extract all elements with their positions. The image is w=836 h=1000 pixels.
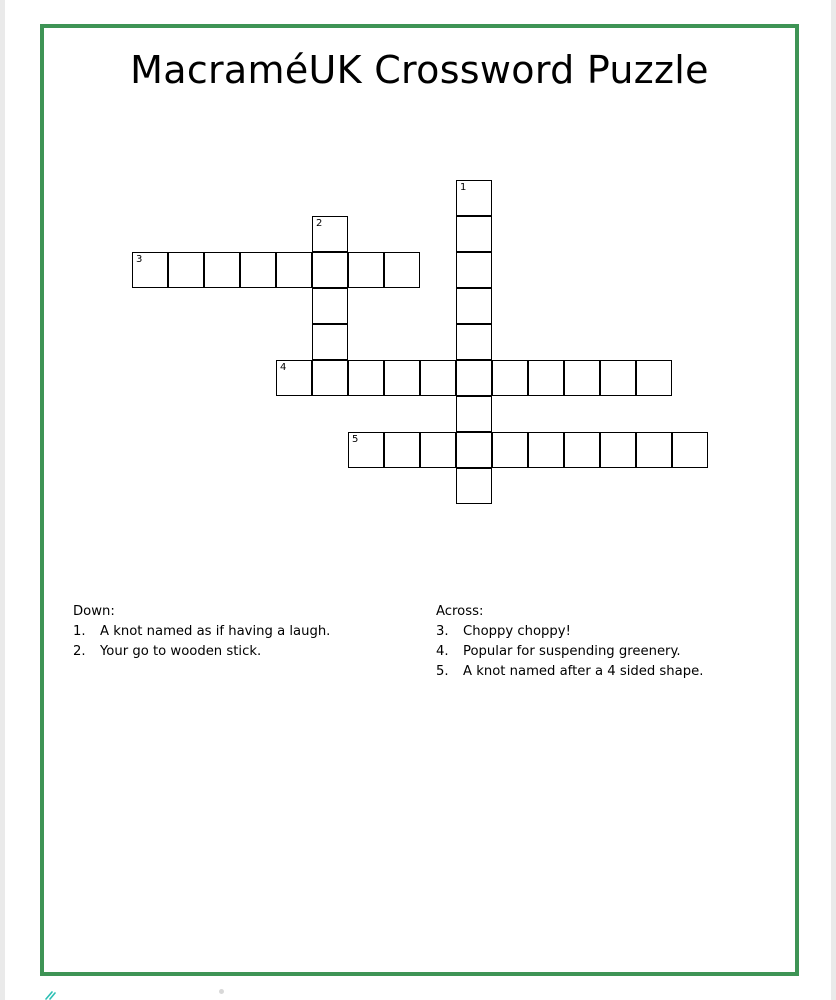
page-edge-left — [0, 0, 5, 1000]
grid-cell-2-down-3[interactable] — [312, 288, 348, 324]
page-edge-right — [831, 0, 836, 1000]
grid-cell-5-across-10[interactable] — [672, 432, 708, 468]
grid-cell-5-across-7[interactable] — [564, 432, 600, 468]
clue-item-text: Choppy choppy! — [463, 624, 571, 639]
clue-item-text: A knot named after a 4 sided shape. — [463, 664, 704, 679]
grid-cell-4-across-3[interactable] — [348, 360, 384, 396]
grid-cell-5-across-4[interactable] — [456, 432, 492, 468]
down-clue-1 — [73, 622, 330, 642]
clue-item-text: Your go to wooden stick. — [100, 644, 262, 659]
grid-cell-4-across-1[interactable] — [276, 360, 312, 396]
across-clue-4 — [436, 642, 703, 662]
clue-item-text: A knot named as if having a laugh. — [100, 624, 331, 639]
grid-cell-5-across-3[interactable] — [420, 432, 456, 468]
grid-cell-1-down-5[interactable] — [456, 324, 492, 360]
across-clue-5 — [436, 662, 703, 682]
across-clue-3 — [436, 622, 703, 642]
across-clues — [436, 602, 703, 682]
crossword-grid — [44, 28, 795, 528]
grid-cell-5-across-2[interactable] — [384, 432, 420, 468]
grid-cell-3-across-5[interactable] — [276, 252, 312, 288]
page-indicator-dot — [219, 989, 224, 994]
grid-cell-4-across-6[interactable] — [456, 360, 492, 396]
clue-item-number: 3. — [436, 624, 449, 639]
grid-cell-1-down-3[interactable] — [456, 252, 492, 288]
grid-cell-3-across-7[interactable] — [348, 252, 384, 288]
grid-cell-5-across-8[interactable] — [600, 432, 636, 468]
clue-item-number: 2. — [73, 644, 86, 659]
grid-cell-4-across-2[interactable] — [312, 360, 348, 396]
clue-item-text: Popular for suspending greenery. — [463, 644, 681, 659]
grid-cell-2-down-4[interactable] — [312, 324, 348, 360]
grid-cell-3-across-1[interactable] — [132, 252, 168, 288]
grid-cell-4-across-8[interactable] — [528, 360, 564, 396]
clue-item-number: 1. — [73, 624, 86, 639]
grid-cell-4-across-9[interactable] — [564, 360, 600, 396]
pen-icon[interactable] — [44, 990, 60, 1000]
grid-cell-5-across-6[interactable] — [528, 432, 564, 468]
grid-cell-3-across-3[interactable] — [204, 252, 240, 288]
grid-cell-4-across-5[interactable] — [420, 360, 456, 396]
clue-number-1: 1 — [460, 182, 467, 193]
down-clues — [73, 602, 330, 662]
grid-cell-4-across-4[interactable] — [384, 360, 420, 396]
grid-cell-5-across-5[interactable] — [492, 432, 528, 468]
clue-number-4: 4 — [280, 362, 287, 373]
across-heading: Across: — [436, 604, 484, 619]
grid-cell-4-across-7[interactable] — [492, 360, 528, 396]
grid-cell-1-down-2[interactable] — [456, 216, 492, 252]
down-clue-2 — [73, 642, 330, 662]
clue-item-number: 5. — [436, 664, 449, 679]
grid-cell-1-down-4[interactable] — [456, 288, 492, 324]
grid-cell-1-down-1[interactable] — [456, 180, 492, 216]
grid-cell-5-across-1[interactable] — [348, 432, 384, 468]
grid-cell-2-down-1[interactable] — [312, 216, 348, 252]
grid-cell-3-across-6[interactable] — [312, 252, 348, 288]
grid-cell-5-across-9[interactable] — [636, 432, 672, 468]
clue-item-number: 4. — [436, 644, 449, 659]
grid-cell-1-down-9[interactable] — [456, 468, 492, 504]
grid-cell-3-across-2[interactable] — [168, 252, 204, 288]
worksheet-frame — [40, 24, 799, 976]
grid-cell-4-across-11[interactable] — [636, 360, 672, 396]
grid-cell-3-across-4[interactable] — [240, 252, 276, 288]
clue-number-5: 5 — [352, 434, 359, 445]
grid-cell-1-down-7[interactable] — [456, 396, 492, 432]
clue-number-2: 2 — [316, 218, 323, 229]
clue-number-3: 3 — [136, 254, 143, 265]
grid-cell-3-across-8[interactable] — [384, 252, 420, 288]
down-heading: Down: — [73, 604, 115, 619]
page-title: MacraméUK Crossword Puzzle — [130, 48, 709, 92]
grid-cell-4-across-10[interactable] — [600, 360, 636, 396]
